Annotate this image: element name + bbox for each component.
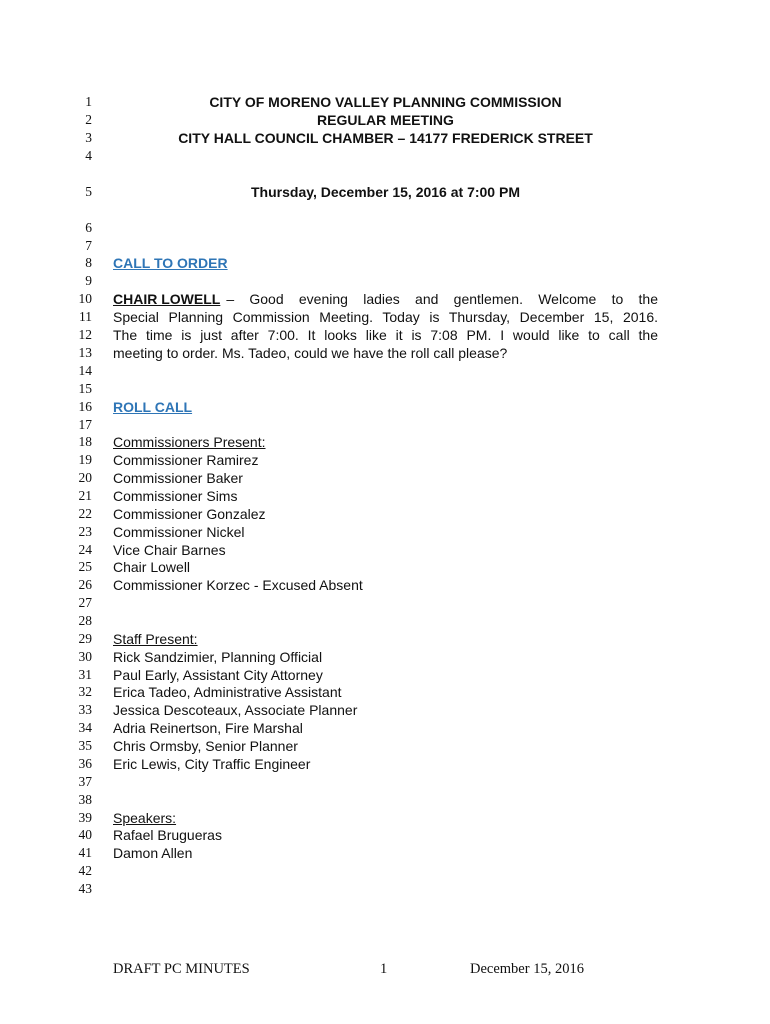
call-to-order-first-line <box>113 291 658 307</box>
paragraph-line: Special Planning Commission Meeting. Today is Thursday, December 15, 2016. <box>113 309 658 325</box>
commissioner-item: Commissioner Gonzalez <box>113 506 266 522</box>
commissioners-present-label: Commissioners Present: <box>113 434 266 450</box>
line-number: 20 <box>78 470 92 485</box>
chair-lowell-speaker: CHAIR LOWELL <box>113 291 221 307</box>
footer-document-title: DRAFT PC MINUTES <box>113 961 250 977</box>
line-number: 18 <box>78 434 92 449</box>
line-number: 23 <box>78 524 92 539</box>
paragraph-line: The time is just after 7:00. It looks like it is 7:08 PM. I would like to call the <box>113 327 658 343</box>
line-number: 30 <box>78 649 92 664</box>
line-number: 7 <box>85 238 92 253</box>
line-number: 31 <box>78 667 92 682</box>
commissioner-item: Commissioner Ramirez <box>113 452 259 468</box>
line-number: 37 <box>78 774 92 789</box>
line-number: 8 <box>85 255 92 270</box>
commissioner-item: Commissioner Nickel <box>113 524 245 540</box>
line-number: 6 <box>85 220 92 235</box>
line-number: 15 <box>78 381 92 396</box>
line-number: 39 <box>78 810 92 825</box>
line-number: 35 <box>78 738 92 753</box>
line-number: 41 <box>78 845 92 860</box>
roll-call-heading: ROLL CALL <box>113 399 193 415</box>
line-number: 9 <box>85 273 92 288</box>
commissioner-item: Commissioner Sims <box>113 488 238 504</box>
commissioner-item: Commissioner Baker <box>113 470 243 486</box>
line-number: 32 <box>78 684 92 699</box>
staff-item: Eric Lewis, City Traffic Engineer <box>113 756 311 772</box>
line-number: 2 <box>85 112 92 127</box>
commissioner-item: Chair Lowell <box>113 559 191 575</box>
commissioner-item: Commissioner Korzec - Excused Absent <box>113 577 363 593</box>
footer-page-number: 1 <box>380 961 388 977</box>
commissioner-item: Vice Chair Barnes <box>113 542 226 558</box>
line-number: 12 <box>78 327 92 342</box>
staff-item: Jessica Descoteaux, Associate Planner <box>113 702 358 718</box>
staff-item: Rick Sandzimier, Planning Official <box>113 649 323 665</box>
staff-present-label: Staff Present: <box>113 631 198 647</box>
line-number: 36 <box>78 756 92 771</box>
staff-item: Adria Reinertson, Fire Marshal <box>113 720 303 736</box>
line-number: 24 <box>78 542 92 557</box>
line-number: 13 <box>78 345 92 360</box>
line-number: 10 <box>78 291 92 306</box>
line-number: 22 <box>78 506 92 521</box>
staff-item: Paul Early, Assistant City Attorney <box>113 667 323 683</box>
line-number: 21 <box>78 488 92 503</box>
paragraph-line: meeting to order. Ms. Tadeo, could we have the roll call please? <box>113 345 508 361</box>
paragraph-line: – Good evening ladies and gentlemen. Welcome to the <box>226 291 658 307</box>
line-number: 42 <box>78 863 92 878</box>
speakers-label: Speakers: <box>113 810 177 826</box>
staff-item: Erica Tadeo, Administrative Assistant <box>113 684 342 700</box>
line-number: 26 <box>78 577 92 592</box>
line-number: 17 <box>78 417 92 432</box>
footer-date: December 15, 2016 <box>470 961 584 977</box>
line-number: 14 <box>78 363 92 378</box>
header-location: CITY HALL COUNCIL CHAMBER – 14177 FREDERICK STREET <box>178 130 593 146</box>
meeting-date: Thursday, December 15, 2016 at 7:00 PM <box>251 184 520 200</box>
line-number: 4 <box>85 148 92 163</box>
line-number: 1 <box>85 94 92 109</box>
line-number: 5 <box>85 184 92 199</box>
line-number: 40 <box>78 827 92 842</box>
header-title: CITY OF MORENO VALLEY PLANNING COMMISSION <box>209 94 562 110</box>
line-number: 3 <box>85 130 92 145</box>
staff-item: Chris Ormsby, Senior Planner <box>113 738 298 754</box>
line-number: 33 <box>78 702 92 717</box>
line-number: 34 <box>78 720 92 735</box>
header-meeting-type: REGULAR MEETING <box>317 112 454 128</box>
line-number: 25 <box>78 559 92 574</box>
line-number: 43 <box>78 881 92 896</box>
call-to-order-heading: CALL TO ORDER <box>113 255 228 271</box>
line-number: 19 <box>78 452 92 467</box>
line-number: 29 <box>78 631 92 646</box>
line-number: 27 <box>78 595 92 610</box>
speaker-item: Rafael Brugueras <box>113 827 222 843</box>
line-number: 28 <box>78 613 92 628</box>
line-number: 16 <box>78 399 92 414</box>
speaker-item: Damon Allen <box>113 845 193 861</box>
line-number: 38 <box>78 792 92 807</box>
line-number: 11 <box>79 309 92 324</box>
